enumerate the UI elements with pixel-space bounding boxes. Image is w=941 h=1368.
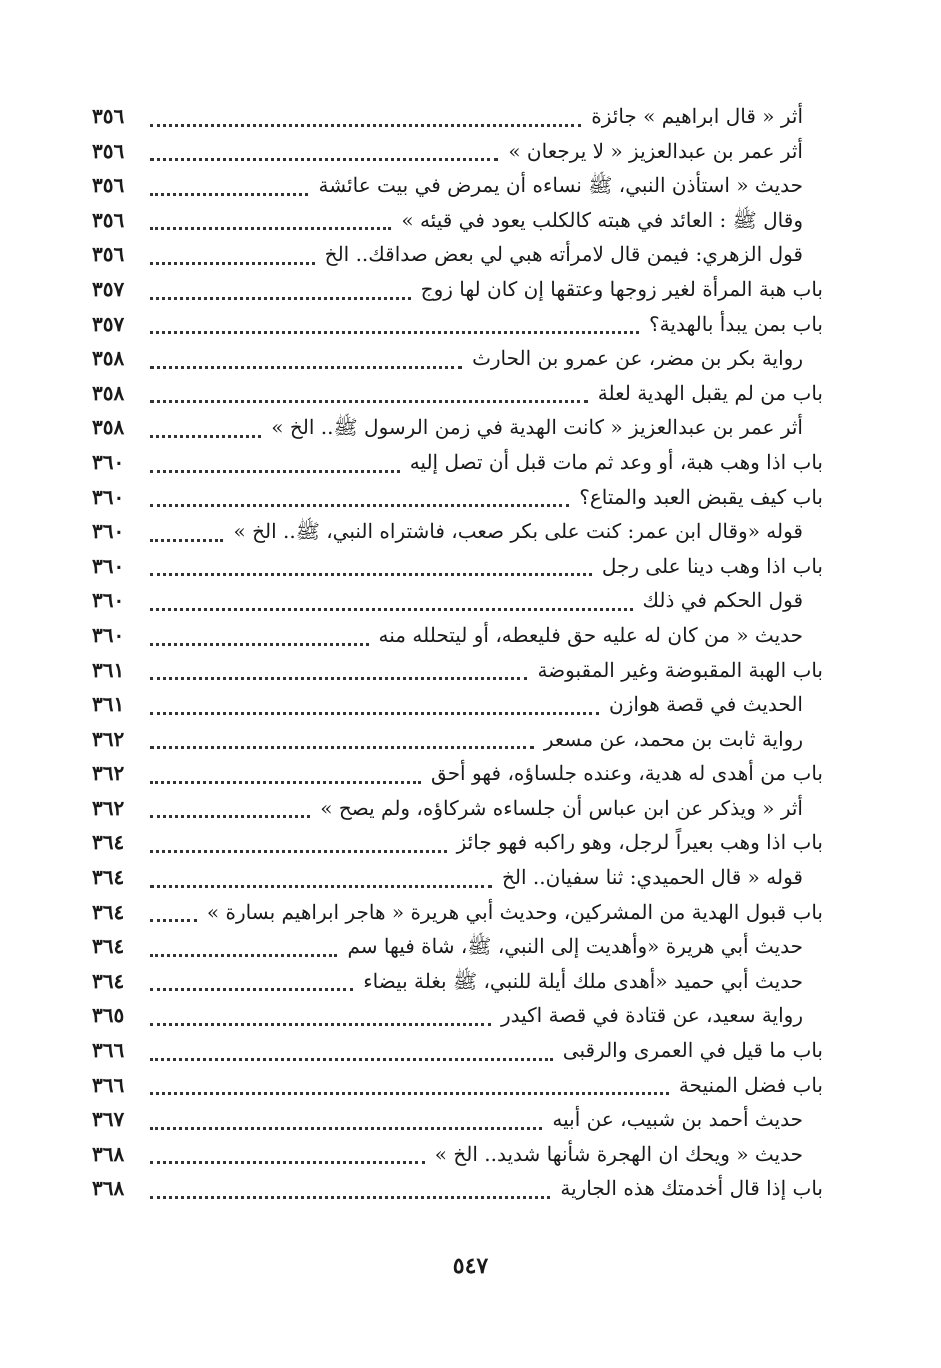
toc-entry — [0, 135, 941, 170]
toc-entry-title: باب قبول الهدية من المشركين، وحديث أبي هريرة « هاجر ابراهيم بسارة » — [206, 899, 823, 924]
toc-entry — [0, 619, 941, 654]
toc-entry-title: باب من أهدى له هدية، وعنده جلساؤه، فهو أحق — [431, 761, 823, 786]
toc-entry-page: ٣٦١ — [92, 657, 125, 682]
toc-entry-title: باب إذا قال أخدمتك هذه الجارية — [560, 1176, 823, 1201]
page-number: ٥٤٧ — [452, 1253, 489, 1279]
dot-leader — [150, 297, 411, 300]
toc-entry-page: ٣٦٠ — [92, 622, 125, 647]
toc-entry-page: ٣٦٠ — [92, 519, 125, 544]
dot-leader — [150, 573, 592, 576]
toc-entry-page: ٣٥٦ — [92, 173, 125, 198]
toc-entry-title: باب ما قيل في العمرى والرقبى — [562, 1038, 823, 1063]
dot-leader — [150, 1196, 550, 1199]
toc-entry — [0, 999, 941, 1034]
toc-entry-title: باب بمن يبدأ بالهدية؟ — [649, 311, 823, 336]
toc-entry-page: ٣٥٦ — [92, 104, 125, 128]
dot-leader — [150, 988, 353, 991]
dot-leader — [150, 1023, 491, 1026]
toc-entry-title: باب اذا وهب بعيراً لرجل، وهو راكبه فهو جائز — [456, 830, 823, 855]
toc-entry — [0, 1172, 941, 1207]
dot-leader — [150, 1127, 542, 1130]
toc-entry-page: ٣٦٥ — [92, 1003, 125, 1028]
toc-entry — [0, 654, 941, 689]
dot-leader — [150, 608, 633, 611]
toc-entry-title: باب اذا وهب دينا على رجل — [601, 553, 823, 578]
toc-entry — [0, 550, 941, 585]
toc-entry-page: ٣٦٨ — [92, 1176, 125, 1201]
dot-leader — [150, 1092, 669, 1095]
toc-entry — [0, 584, 941, 619]
toc-entry-page: ٣٦٤ — [92, 899, 125, 924]
dot-leader — [150, 746, 534, 749]
toc-entry-title: حديث أبي حميد «أهدى ملك أيلة للنبي، ﷺ بغلة بيضاء — [363, 968, 803, 993]
toc-entry — [0, 930, 941, 965]
toc-entry — [0, 169, 941, 204]
toc-entry-title: أثر عمر بن عبدالعزيز « لا يرجعان » — [508, 138, 803, 163]
toc-entry-page: ٣٦٢ — [92, 726, 125, 751]
dot-leader — [150, 331, 639, 334]
dot-leader — [150, 815, 310, 818]
toc-entry-page: ٣٦٢ — [92, 761, 125, 786]
dot-leader — [150, 539, 223, 542]
toc-entry-page: ٣٥٨ — [92, 346, 125, 371]
dot-leader — [150, 400, 588, 403]
toc-entry-title: باب الهبة المقبوضة وغير المقبوضة — [537, 657, 823, 682]
toc-entry-page: ٣٦٤ — [92, 934, 125, 959]
toc-entry-title: باب فضل المنيحة — [678, 1072, 823, 1097]
toc-entry-page: ٣٥٦ — [92, 242, 125, 267]
toc-entry — [0, 723, 941, 758]
toc-entry-page: ٣٦٤ — [92, 865, 125, 890]
dot-leader — [150, 227, 391, 230]
toc-entry-page: ٣٦٤ — [92, 968, 125, 993]
toc-entry-title: باب هبة المرأة لغير زوجها وعتقها إن كان لها زوج — [420, 276, 823, 301]
toc-entry-page: ٣٦١ — [92, 692, 125, 717]
toc-entry — [0, 308, 941, 343]
dot-leader — [150, 435, 261, 438]
toc-entry-title: أثر عمر بن عبدالعزيز « كانت الهدية في زمن الرسول ﷺ.. الخ » — [271, 415, 803, 440]
toc-entry-title: قوله «وقال ابن عمر: كنت على بكر صعب، فاشتراه النبي، ﷺ.. الخ » — [233, 519, 803, 544]
toc-entry-page: ٣٦٦ — [92, 1072, 125, 1097]
toc-entry — [0, 238, 941, 273]
toc-entry — [0, 792, 941, 827]
toc-entry-page: ٣٦٢ — [92, 795, 125, 820]
toc-entry-title: وقال ﷺ : العائد في هبته كالكلب يعود في قيئه » — [401, 207, 803, 232]
dot-leader — [150, 781, 421, 784]
toc-entry-page: ٣٦٦ — [92, 1038, 125, 1063]
dot-leader — [150, 1058, 553, 1061]
toc-entry — [0, 515, 941, 550]
toc-entry-title: أثر « ويذكر عن ابن عباس أن جلساءه شركاؤه، ولم يصح » — [320, 795, 803, 820]
toc-entry-title: قول الزهري: فيمن قال لامرأته هبي لي بعض صداقك.. الخ — [324, 242, 803, 267]
toc-entry-title: حديث « استأذن النبي، ﷺ نساءه أن يمرض في بيت عائشة — [318, 173, 803, 198]
dot-leader — [150, 850, 447, 853]
table-of-contents — [0, 100, 941, 1207]
toc-entry — [0, 481, 941, 516]
toc-entry — [0, 411, 941, 446]
toc-entry — [0, 342, 941, 377]
toc-entry — [0, 1069, 941, 1104]
toc-entry-page: ٣٥٦ — [92, 207, 125, 232]
dot-leader — [150, 193, 308, 196]
toc-entry — [0, 896, 941, 931]
toc-entry-title: رواية بكر بن مضر، عن عمرو بن الحارث — [472, 346, 803, 371]
toc-entry-title: أثر « قال ابراهيم » جائزة — [591, 104, 803, 128]
toc-entry — [0, 377, 941, 412]
toc-entry-page: ٣٦٠ — [92, 553, 125, 578]
toc-entry-title: حديث أحمد بن شبيب، عن أبيه — [552, 1107, 803, 1132]
toc-entry-title: رواية سعيد، عن قتادة في قصة اكيدر — [500, 1003, 803, 1028]
dot-leader — [150, 504, 569, 507]
toc-entry-title: حديث أبي هريرة «وأهديت إلى النبي، ﷺ، شاة فيها سم — [347, 934, 803, 959]
toc-entry — [0, 861, 941, 896]
toc-entry-title: قوله « قال الحميدي: ثنا سفيان.. الخ — [502, 865, 803, 890]
toc-entry-page: ٣٦٧ — [92, 1107, 125, 1132]
toc-entry-title: حديث « ويحك ان الهجرة شأنها شديد.. الخ » — [434, 1141, 803, 1166]
toc-entry — [0, 446, 941, 481]
toc-entry — [0, 757, 941, 792]
toc-entry-page: ٣٥٨ — [92, 415, 125, 440]
toc-entry — [0, 826, 941, 861]
toc-entry-title: باب اذا وهب هبة، أو وعد ثم مات قبل أن تصل إليه — [409, 449, 823, 474]
toc-entry-page: ٣٦٠ — [92, 449, 125, 474]
toc-entry-page: ٣٥٦ — [92, 138, 125, 163]
toc-entry-page: ٣٥٧ — [92, 311, 125, 336]
toc-entry — [0, 1103, 941, 1138]
dot-leader — [150, 954, 337, 957]
toc-entry — [0, 204, 941, 239]
toc-entry — [0, 1138, 941, 1173]
dot-leader — [150, 919, 197, 922]
toc-entry-page: ٣٦٤ — [92, 830, 125, 855]
toc-entry — [0, 965, 941, 1000]
toc-entry-title: باب من لم يقبل الهدية لعلة — [597, 380, 823, 405]
dot-leader — [150, 262, 315, 265]
dot-leader — [150, 712, 599, 715]
toc-entry-page: ٣٥٨ — [92, 380, 125, 405]
toc-entry-title: الحديث في قصة هوازن — [609, 692, 803, 717]
dot-leader — [150, 1161, 425, 1164]
dot-leader — [150, 158, 498, 161]
toc-entry-page: ٣٦٠ — [92, 484, 125, 509]
toc-entry — [0, 688, 941, 723]
toc-entry-page: ٣٦٨ — [92, 1141, 125, 1166]
dot-leader — [150, 885, 492, 888]
toc-entry-page: ٣٦٠ — [92, 588, 125, 613]
dot-leader — [150, 470, 400, 473]
dot-leader — [150, 643, 369, 646]
dot-leader — [150, 677, 527, 680]
toc-entry-title: حديث « من كان له عليه حق فليعطه، أو ليتحلله منه — [378, 622, 803, 647]
toc-entry-title: رواية ثابت بن محمد، عن مسعر — [543, 726, 803, 751]
toc-entry — [0, 1034, 941, 1069]
toc-entry-title: قول الحكم في ذلك — [642, 588, 803, 613]
dot-leader — [150, 124, 581, 127]
toc-entry-title: باب كيف يقبض العبد والمتاع؟ — [579, 484, 823, 509]
toc-entry — [0, 100, 941, 135]
dot-leader — [150, 366, 462, 369]
toc-entry-page: ٣٥٧ — [92, 276, 125, 301]
toc-entry — [0, 273, 941, 308]
